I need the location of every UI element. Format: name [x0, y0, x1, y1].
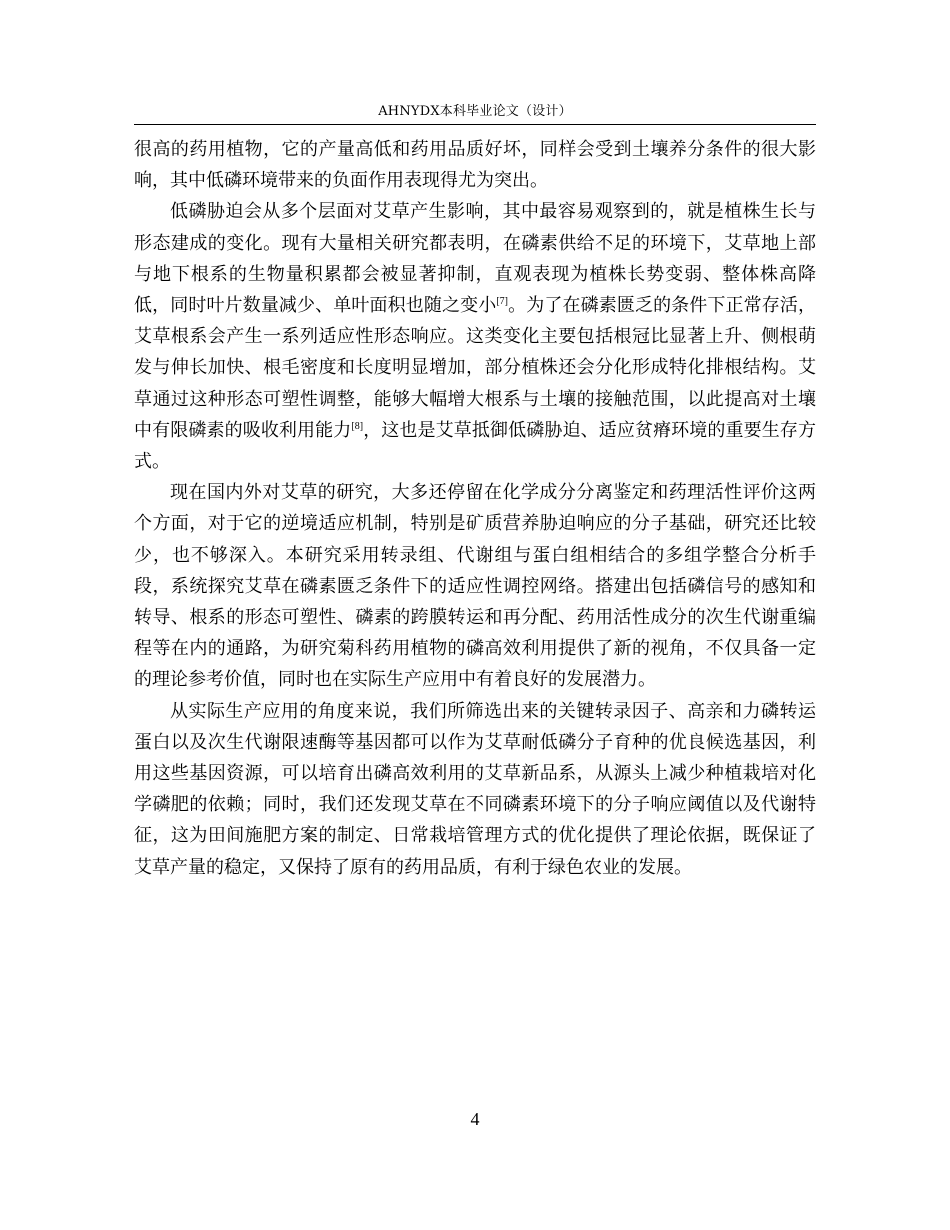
paragraph-2-text-b: 。为了在磷素匮乏的条件下正常存活，艾草根系会产生一系列适应性形态响应。这类变化主要包括根冠比显著上升、侧根萌发与伸长加快、根毛密度和长度明显增加，部分植株还会分化形成特化排根结构。艾草通过这种形态可塑性调整，能够大幅增大根系与土壤的接触范围，以此提高对土壤中有限磷素的吸收利用能力 [134, 295, 817, 441]
page-header [0, 104, 950, 120]
header-title: AHNYDX本科毕业论文（设计） [378, 104, 572, 119]
header-divider [134, 124, 816, 125]
paragraph-2-text-c: ，这也是艾草抵御低磷胁迫、适应贫瘠环境的重要生存方式。 [134, 419, 816, 473]
paragraph-3: 现在国内外对艾草的研究，大多还停留在化学成分分离鉴定和药理活性评价这两个方面，对于它的逆境适应机制，特别是矿质营养胁迫响应的分子基础，研究还比较少，也不够深入。本研究采用转录组、代谢组与蛋白组相结合的多组学整合分析手段，系统探究艾草在磷素匮乏条件下的适应性调控网络。搭建出包括磷信号的感知和转导、根系的形态可塑性、磷素的跨膜转运和再分配、药用活性成分的次生代谢重编程等在内的通路，为研究菊科药用植物的磷高效利用提供了新的视角，不仅具备一定的理论参考价值，同时也在实际生产应用中有着良好的发展潜力。 [134, 482, 816, 691]
paragraph-1: 很高的药用植物，它的产量高低和药用品质好坏，同样会受到土壤养分条件的很大影响，其中低磷环境带来的负面作用表现得尤为突出。 [134, 139, 816, 192]
citation-8: [8] [351, 420, 364, 432]
citation-7: [7] [496, 296, 509, 308]
paragraph-2 [134, 196, 816, 477]
document-body [134, 134, 816, 883]
paragraph-4: 从实际生产应用的角度来说，我们所筛选出来的关键转录因子、高亲和力磷转运蛋白以及次生代谢限速酶等基因都可以作为艾草耐低磷分子育种的优良候选基因，利用这些基因资源，可以培育出磷高效利用的艾草新品系，从源头上减少种植栽培对化学磷肥的依赖；同时，我们还发现艾草在不同磷素环境下的分子响应阈值以及代谢特征，这为田间施肥方案的制定、日常栽培管理方式的优化提供了理论依据，既保证了艾草产量的稳定，又保持了原有的药用品质，有利于绿色农业的发展。 [134, 700, 816, 878]
paragraph-2-text-a: 低磷胁迫会从多个层面对艾草产生影响，其中最容易观察到的，就是植株生长与形态建成的变化。现有大量相关研究都表明，在磷素供给不足的环境下，艾草地上部与地下根系的生物量积累都会被显著抑制，直观表现为植株长势变弱、整体株高降低，同时叶片数量减少、单叶面积也随之变小 [134, 201, 816, 317]
page-number: 4 [470, 1109, 480, 1129]
